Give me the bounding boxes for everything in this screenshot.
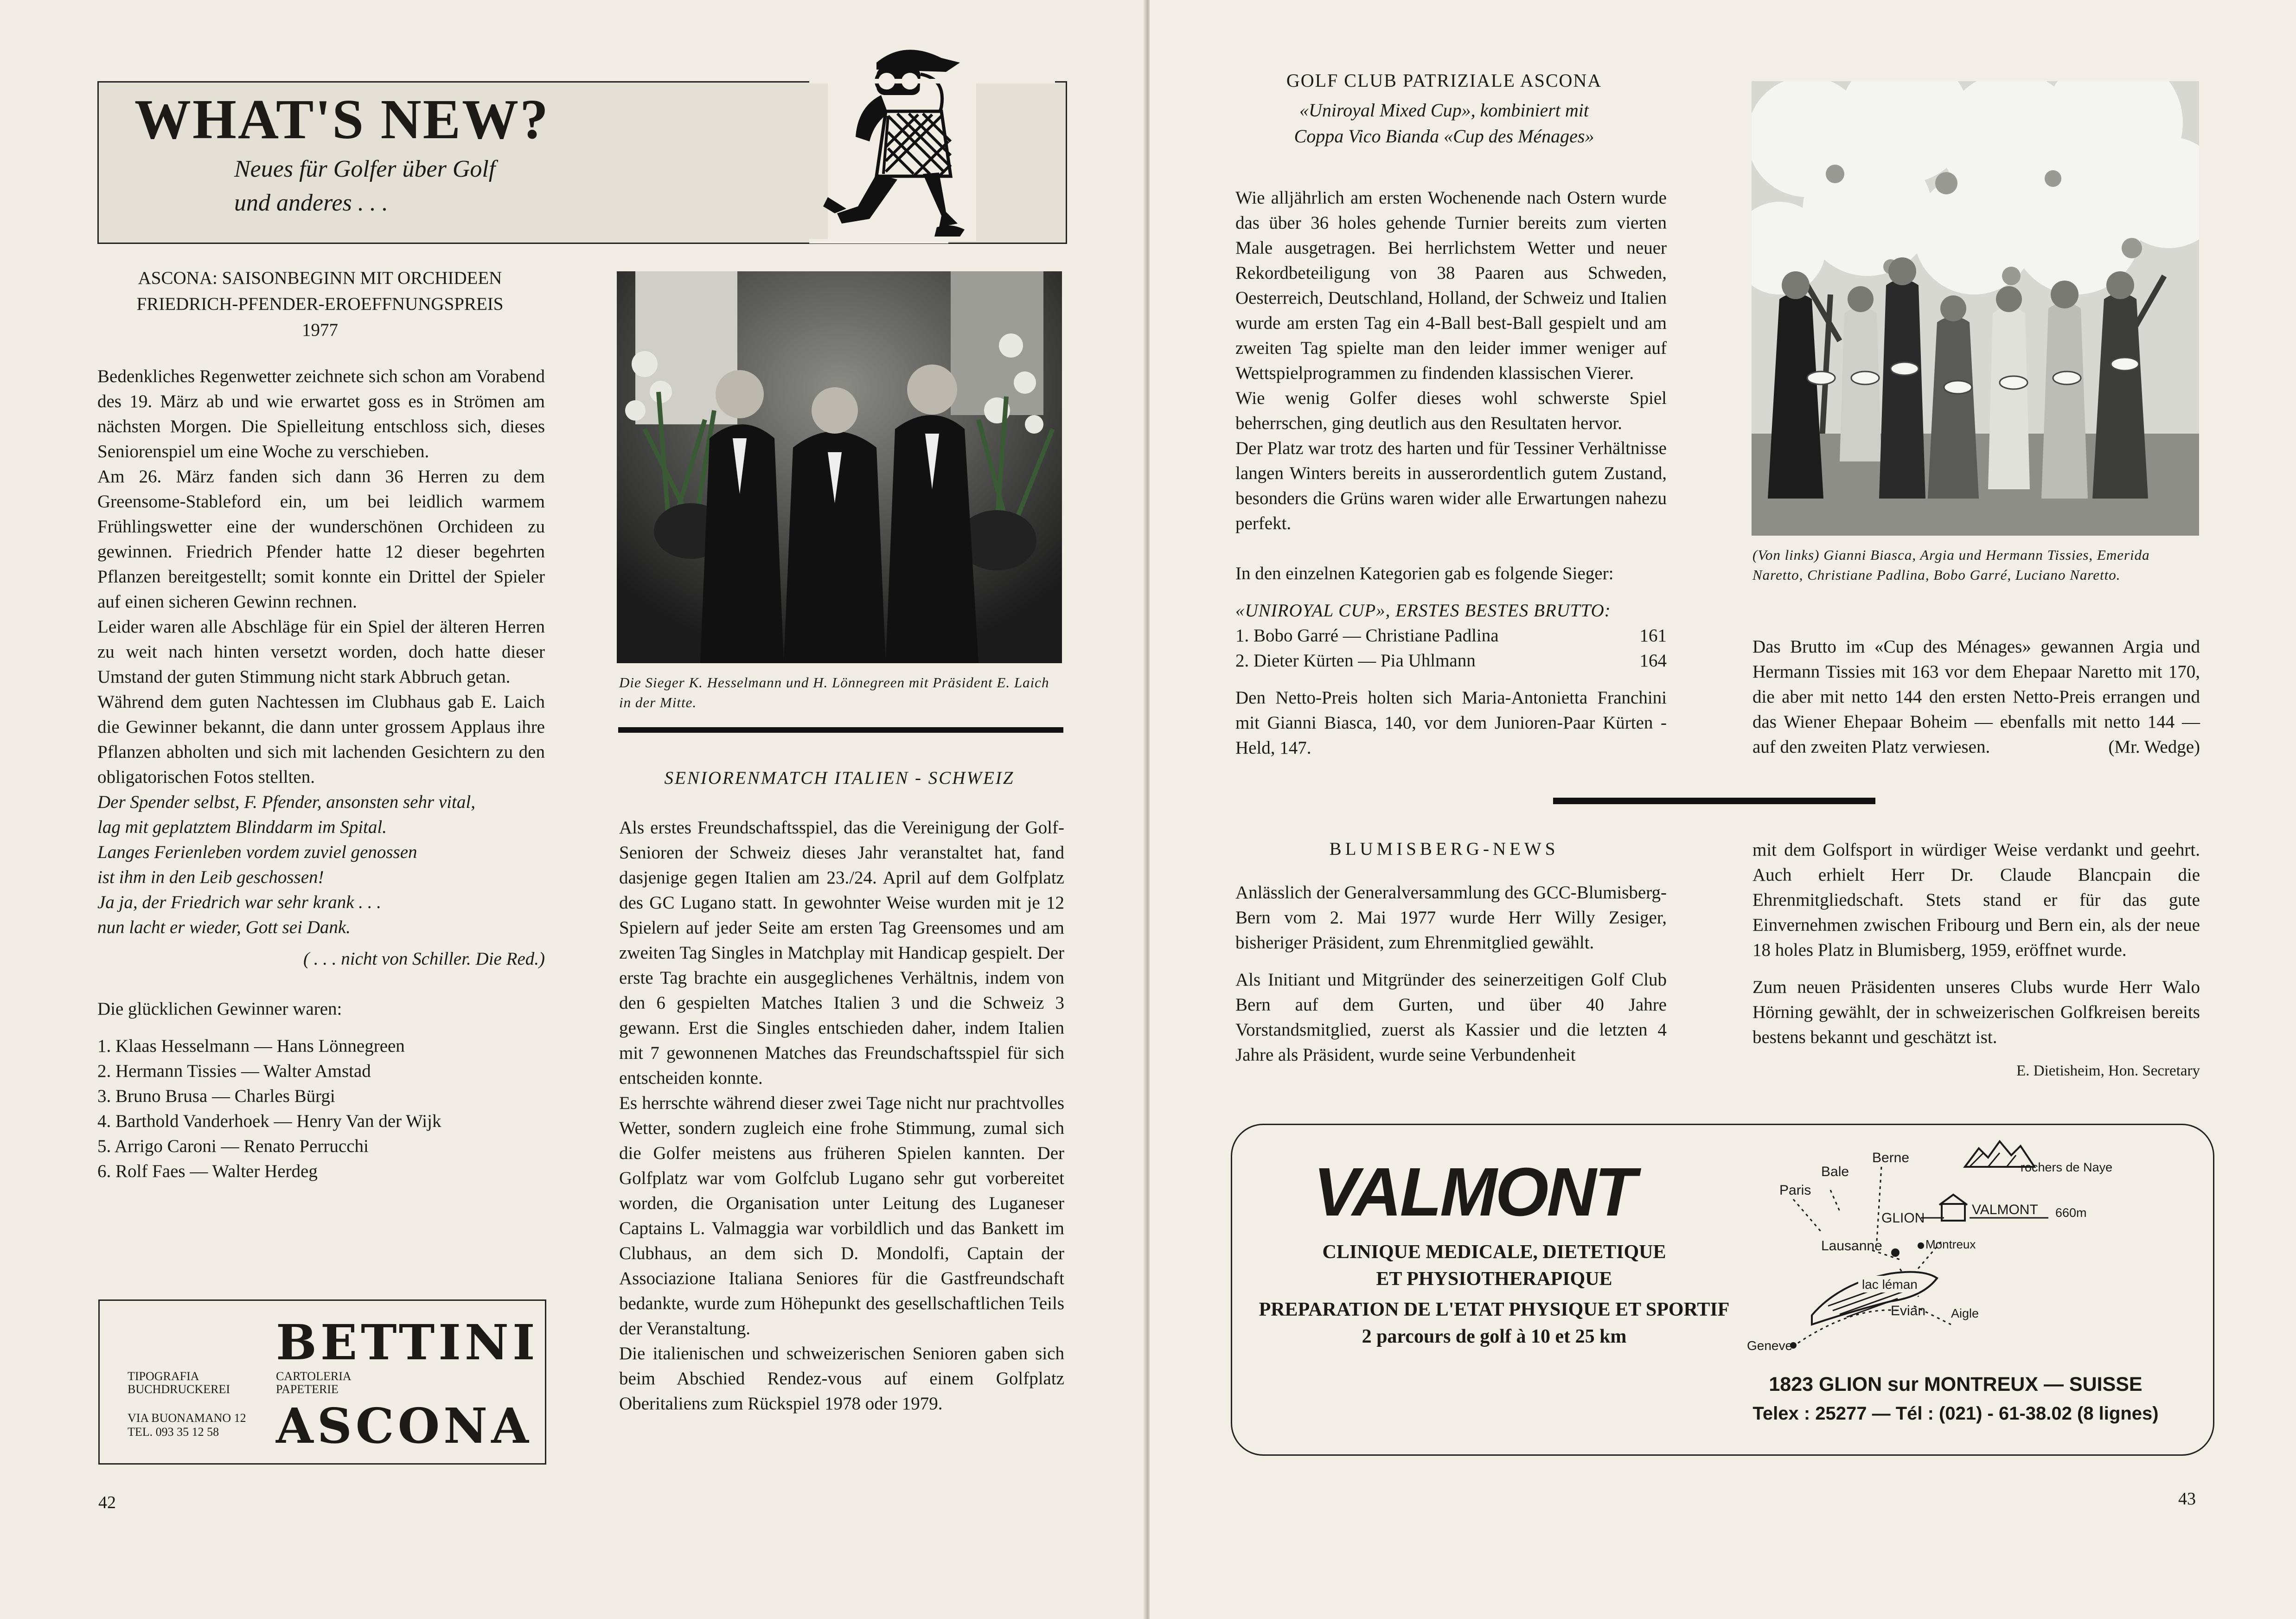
ad-town-ascona: ASCONA	[276, 1397, 532, 1454]
right-page	[1150, 0, 2296, 1619]
result-row	[1235, 648, 1667, 673]
photo2-caption: (Von links) Gianni Biasca, Argia und Hermann Tissies, Emerida Naretto, Christiane Padlina, Bobo Garré, Luciano Naretto.	[1752, 547, 2150, 583]
article3-subtitle	[1222, 97, 1667, 149]
secretary-signature: E. Dietisheim, Hon. Secretary	[2016, 1062, 2200, 1079]
photo-orchid-winners	[617, 271, 1062, 663]
winner-entry: 6. Rolf Faes — Walter Herdeg	[97, 1161, 318, 1181]
article2-body	[619, 815, 1064, 1416]
article1-paragraph: Am 26. März fanden sich dann 36 Herren zu dem Greensome-Stableford ein, um bei leidlich warmem Frühlingswetter eine der wunderschönen Orchideen zu gewinnen. Friedrich Pfender hatte 12 dieser begehrten Pflanzen bereitgestellt; somit konnte ein Drittel der Spieler auf einen sicheren Gewinn rechnen.	[97, 467, 545, 612]
poem-line: lag mit geplatztem Blinddarm im Spital.	[97, 817, 387, 837]
map-label-valmont: VALMONT	[1972, 1202, 2038, 1217]
map-label-bale: Bale	[1821, 1164, 1849, 1179]
ad-line-papeterie: PAPETERIE	[276, 1382, 339, 1396]
map-label-lausanne: Lausanne	[1821, 1238, 1882, 1254]
article4-paragraph: mit dem Golfsport in würdiger Weise verdankt und geehrt. Auch erhielt Herr Dr. Claude Blancpain die Ehrenmitgliedschaft. Stets stand er für das gute Einvernehmen zwischen Fribourg und Bern ein, als der neue 18 holes Platz in Blumisberg, 1959, eröffnet wurde.	[1752, 840, 2200, 960]
left-page	[0, 0, 1146, 1619]
categories-intro: In den einzelnen Kategorien gab es folgende Sieger:	[1235, 563, 1614, 583]
bettini-ad	[98, 1299, 546, 1465]
ad-line-tipografia: TIPOGRAFIA	[128, 1369, 199, 1383]
article3-paragraph: Wie alljährlich am ersten Wochenende nach Ostern wurde das über 36 holes gehende Turnier bereits zum vierten Male ausgetragen. Bei herrlichstem Wetter und neuer Rekordbeteiligung von 38 Paaren aus Schweden, Oesterreich, Deutschland, Holland, der Schweiz und Italien wurde am ersten Tag ein 4-Ball best-Ball gespielt und am zweiten Tag spielte man den leider immer weniger auf Wettspielprogrammen zu findenden klassischen Vierer.	[1235, 188, 1667, 383]
map-label-rochers-de-naye: rochers de Naye	[2021, 1160, 2113, 1174]
article1-heading-line3: 1977	[302, 320, 338, 340]
winner-entry: 4. Barthold Vanderhoek — Henry Van der Wijk	[97, 1111, 441, 1131]
map-label-aigle: Aigle	[1951, 1306, 1979, 1320]
brutto-paragraph-block	[1752, 634, 2200, 760]
article3-paragraph: Wie wenig Golfer dieses wohl schwerste Spiel beherrschen, ging deutlich aus den Resultaten hervor.	[1235, 388, 1667, 433]
map-label-montreux: Montreux	[1925, 1237, 1976, 1251]
winners-intro: Die glücklichen Gewinner waren:	[97, 999, 342, 1019]
valmont-line3: PREPARATION DE L'ETAT PHYSIQUE ET SPORTIF	[1259, 1299, 1730, 1320]
article4-col1	[1235, 880, 1667, 1068]
poem-line: Langes Ferienleben vordem zuviel genossen	[97, 842, 417, 862]
winner-entry: 5. Arrigo Caroni — Renato Perrucchi	[97, 1136, 369, 1156]
page-subtitle-line1: Neues für Golfer über Golf	[234, 156, 496, 182]
photo1-caption: Die Sieger K. Hesselmann und H. Lönnegreen mit Präsident E. Laich in der Mitte.	[619, 674, 1049, 710]
article1-paragraph: Leider waren alle Abschläge für ein Spiel der älteren Herren zu weit nach hinten versetzt worden, doch hatte dieser Umstand der guten Stimmung nicht stark Abbruch getan.	[97, 617, 545, 687]
poem-line: nun lacht er wieder, Gott sei Dank.	[97, 917, 351, 937]
article4-paragraph: Als Initiant und Mitgründer des seinerzeitigen Golf Club Bern auf dem Gurten, und über 40 Jahre Vorstandsmitglied, zuerst als Kassier und die letzten 4 Jahre als Präsident, wurde seine Verbundenheit	[1235, 970, 1667, 1065]
article3-subtitle-line2: Coppa Vico Bianda «Cup des Ménages»	[1294, 126, 1594, 147]
article2-paragraph: Die italienischen und schweizerischen Senioren gaben sich beim Abschied Rendez-vous auf einem Golfplatz Oberitaliens zum Rückspiel 1978 oder 1979.	[619, 1344, 1064, 1414]
map-label-evian: Evian	[1891, 1303, 1926, 1318]
mr-wedge-signature: (Mr. Wedge)	[2108, 737, 2200, 757]
winner-entry: 3. Bruno Brusa — Charles Bürgi	[97, 1086, 335, 1106]
article4-heading: BLUMISBERG-NEWS	[1329, 839, 1559, 859]
page-subtitle-line2: und anderes . . .	[234, 190, 388, 216]
map-label-altitude: 660m	[2055, 1206, 2087, 1220]
valmont-line1: CLINIQUE MEDICALE, DIETETIQUE	[1322, 1241, 1666, 1263]
winner-entry: 2. Hermann Tissies — Walter Amstad	[97, 1061, 371, 1081]
ad-phone: TEL. 093 35 12 58	[128, 1425, 219, 1439]
page-number-left: 42	[98, 1493, 116, 1512]
divider-rule	[1553, 798, 1875, 804]
page-title: WHAT'S NEW?	[134, 88, 550, 151]
poem-line: Ja ja, der Friedrich war sehr krank . . .	[97, 892, 382, 912]
article4-col2	[1752, 838, 2200, 1083]
article2-heading: SENIORENMATCH ITALIEN - SCHWEIZ	[664, 768, 1015, 788]
article4-paragraph: Anlässlich der Generalversammlung des GCC-Blumisberg-Bern vom 2. Mai 1977 wurde Herr Willy Zesiger, bisheriger Präsident, zum Ehrenmitglied gewählt.	[1235, 883, 1667, 953]
ad-address: VIA BUONAMANO 12	[128, 1411, 246, 1425]
ad-line-cartoleria: CARTOLERIA	[276, 1369, 352, 1383]
article2-paragraph: Es herrschte während dieser zwei Tage nicht nur prachtvolles Wetter, sondern zugleich eine frohe Stimmung, zumal sich die Golfer meistens aus früheren Spielen kannten. Der Golfplatz war vom Golfclub Lugano sehr gut vorbereitet worden, die Organisation unter Leitung des Luganeser Captains L. Valmaggia war vorbildlich und das Bankett im Clubhaus, an dem sich D. Mondolfi, Captain der Associazione Italiana Seniores für die Gastfreundschaft bedankte, wurde zum Höhepunkt des gesellschaftlichen Teils der Veranstaltung.	[619, 1093, 1064, 1338]
article1-heading	[97, 265, 543, 343]
winner-entry: 1. Klaas Hesselmann — Hans Lönnegreen	[97, 1036, 405, 1056]
ad-brand-bettini: BETTINI	[276, 1314, 539, 1371]
valmont-line4: 2 parcours de golf à 10 et 25 km	[1362, 1326, 1627, 1347]
poem-line: ist ihm in den Leib geschossen!	[97, 867, 324, 887]
valmont-address: 1823 GLION sur MONTREUX — SUISSE	[1769, 1373, 2143, 1395]
article3-club-heading: GOLF CLUB PATRIZIALE ASCONA	[1286, 70, 1602, 91]
article1-heading-line1: ASCONA: SAISONBEGINN MIT ORCHIDEEN	[138, 268, 502, 288]
result-name: 1. Bobo Garré — Christiane Padlina	[1235, 626, 1499, 646]
photo-mixed-cup-winners	[1752, 81, 2199, 536]
uniroyal-cup-heading: «UNIROYAL CUP», ERSTES BESTES BRUTTO:	[1235, 601, 1611, 621]
page-number-right: 43	[2178, 1489, 2196, 1509]
valmont-brand: VALMONT	[1313, 1154, 1635, 1230]
valmont-text	[1241, 1239, 1747, 1350]
result-name: 2. Dieter Kürten — Pia Uhlmann	[1235, 651, 1476, 671]
article4-paragraph: Zum neuen Präsidenten unseres Clubs wurde Herr Walo Hörning gewählt, der in schweizerischen Golfkreisen bereits bestens bekannt und geschätzt ist.	[1752, 977, 2200, 1047]
valmont-ad	[1231, 1124, 2214, 1456]
article1-paragraph: Bedenkliches Regenwetter zeichnete sich schon am Vorabend des 19. März ab und wie erwartet goss es in Strömen am nächsten Morgen. Die Spielleitung entschloss sich, dieses Seniorenspiel um eine Woche zu verschieben.	[97, 366, 545, 461]
article3-paragraph: Der Platz war trotz des harten und für Tessiner Verhältnisse langen Winters bereits in ausserordentlich gutem Zustand, besonders die Grüns waren wider alle Erwartungen nahezu perfekt.	[1235, 438, 1667, 533]
map-label-geneve: Geneve	[1747, 1338, 1793, 1352]
brutto-paragraph: Das Brutto im «Cup des Ménages» gewannen Argia und Hermann Tissies mit 163 vor dem Ehepaar Naretto mit 170, die aber mit netto 144 den ersten Netto-Preis errangen und das Wiener Ehepaar Boheim — ebenfalls mit netto 144 — auf den zweiten Platz verwiesen.	[1752, 637, 2200, 757]
valmont-contact: Telex : 25277 — Tél : (021) - 61-38.02 (8 lignes)	[1752, 1403, 2159, 1424]
map-label-berne: Berne	[1872, 1150, 1910, 1165]
article1-body	[97, 364, 545, 1184]
result-score: 161	[1639, 626, 1667, 646]
ad-line-buchdruckerei: BUCHDRUCKEREI	[128, 1382, 230, 1396]
divider-rule	[618, 727, 1063, 733]
golfer-binoculars-illustration	[788, 30, 1034, 248]
location-map	[1747, 1139, 2192, 1352]
article2-paragraph: Als erstes Freundschaftsspiel, das die Vereinigung der Golf-Senioren der Schweiz dieses Jahr veranstaltet hat, fand dasjenige gegen Italien am 23./24. April auf dem Golfplatz des GC Lugano statt. In gewohnter Weise wurden mit je 12 Spielern auf jeder Seite am ersten Tag Greensomes und am zweiten Tag Singles in Matchplay mit Handicap gespielt. Der erste Tag brachte ein ausgeglichenes Verhältnis, indem von den 6 gespielten Matches Italien 3 und die Schweiz 3 gewann. Erst die Singles entschieden daher, indem Italien mit 7 gewonnenen Matches das Freundschaftsspiel für sich entscheiden konnte.	[619, 818, 1064, 1088]
article3-subtitle-line1: «Uniroyal Mixed Cup», kombiniert mit	[1299, 100, 1589, 121]
article3-body	[1235, 186, 1667, 761]
map-label-glion: GLION	[1881, 1210, 1925, 1226]
map-label-paris: Paris	[1779, 1183, 1811, 1198]
poem-line: Der Spender selbst, F. Pfender, ansonsten sehr vital,	[97, 792, 475, 812]
result-score: 164	[1639, 651, 1667, 671]
article1-heading-line2: FRIEDRICH-PFENDER-EROEFFNUNGSPREIS	[136, 294, 504, 314]
result-row	[1235, 623, 1667, 648]
article1-paragraph: Während dem guten Nachtessen im Clubhaus gab E. Laich die Gewinner bekannt, die dann unter grossem Applaus ihre Pflanzen abholten und sich mit lachenden Gesichtern zu den obligatorischen Fotos stellten.	[97, 692, 545, 787]
valmont-line2: ET PHYSIOTHERAPIQUE	[1376, 1268, 1612, 1290]
poem-credit: ( . . . nicht von Schiller. Die Red.)	[303, 949, 545, 969]
netto-paragraph: Den Netto-Preis holten sich Maria-Antonietta Franchini mit Gianni Biasca, 140, vor dem Junioren-Paar Kürten - Held, 147.	[1235, 688, 1667, 758]
map-label-lac-leman: lac léman	[1862, 1277, 1918, 1292]
winners-list	[97, 1034, 545, 1184]
poem	[97, 790, 545, 940]
